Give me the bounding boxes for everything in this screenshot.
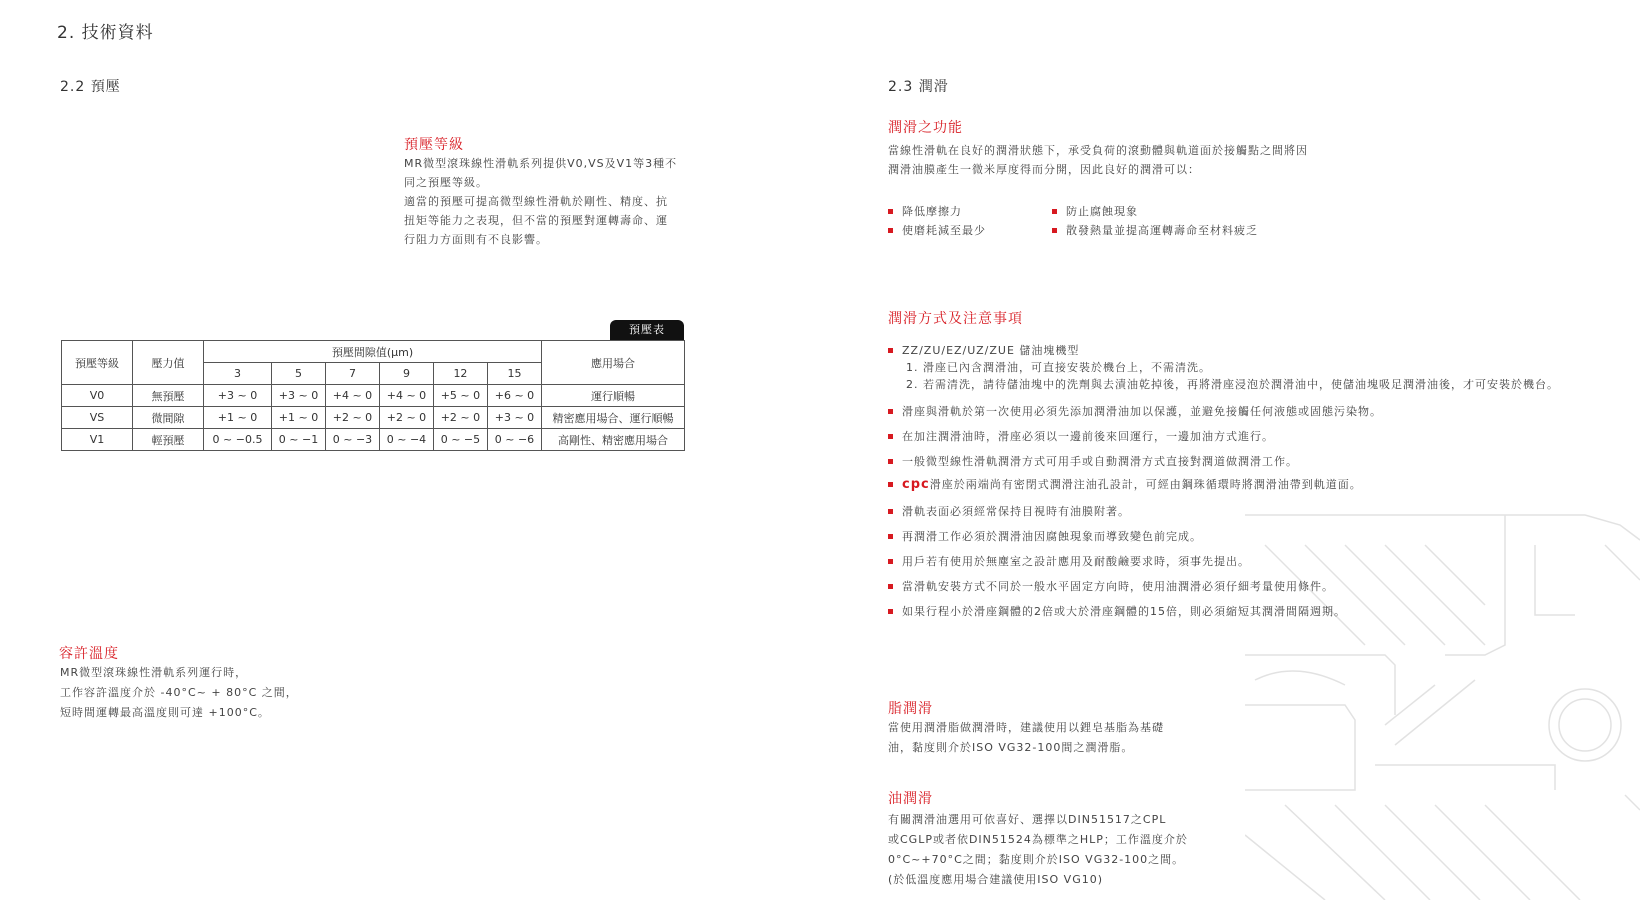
cell-value: 0 ~ −6 (487, 429, 541, 451)
cell-application: 高剛性、精密應用場合 (542, 429, 685, 451)
text-line: 同之預壓等級。 (404, 176, 488, 189)
text-line: 或CGLP或者依DIN51524為標準之HLP；工作溫度介於 (888, 833, 1188, 846)
text-line: 當使用潤滑脂做潤滑時，建議使用以鋰皂基脂為基礎 (888, 721, 1164, 734)
bullet-text: 再潤滑工作必須於潤滑油因腐蝕現象而導致變色前完成。 (902, 530, 1202, 543)
red-square-icon (888, 459, 893, 464)
cell-grade: V0 (62, 385, 133, 407)
bullet-text: 滑軌表面必須經常保持目視時有油膜附著。 (902, 505, 1130, 518)
text-line: MR微型滾珠線性滑軌系列運行時， (60, 666, 248, 679)
function-bullet (888, 222, 986, 238)
method-bullet (888, 503, 1130, 519)
text-line: 行阻力方面則有不良影響。 (404, 233, 548, 246)
size-header: 5 (272, 363, 326, 385)
function-heading: 潤滑之功能 (888, 120, 963, 136)
preload-table (61, 340, 685, 451)
bullet-text: 如果行程小於滑座鋼體的2倍或大於滑座鋼體的15倍，則必須縮短其潤滑間隔週期。 (902, 605, 1346, 618)
function-bullet (1052, 222, 1258, 238)
bullet-text: 用戶若有使用於無塵室之設計應用及耐酸鹼要求時，須事先提出。 (902, 555, 1250, 568)
method-subline: 1. 滑座已內含潤滑油，可直接安裝於機台上，不需清洗。 (906, 361, 1211, 374)
text-line: 適當的預壓可提高微型線性滑軌於剛性、精度、抗 (404, 195, 668, 208)
cell-value: 0 ~ −0.5 (204, 429, 272, 451)
red-square-icon (888, 609, 893, 614)
table-row (62, 407, 685, 429)
method-subline: 2. 若需清洗，請待儲油塊中的洗劑與去漬油乾掉後，再將滑座浸泡於潤滑油中，使儲油塊吸足潤滑油後，才可安裝於機台。 (906, 378, 1559, 391)
bullet-text: 散發熱量並提高運轉壽命至材料疲乏 (1066, 224, 1258, 237)
cell-value: 0 ~ −5 (433, 429, 487, 451)
rail-cross-section-drawing (1245, 505, 1640, 900)
size-header: 7 (325, 363, 379, 385)
bullet-text: 滑座與滑軌於第一次使用必須先添加潤滑油加以保護，並避免接觸任何液態或固態污染物。 (902, 405, 1382, 418)
text-line: 短時間運轉最高溫度則可達 +100°C。 (60, 706, 270, 719)
text-line: MR微型滾珠線性滑軌系列提供V0,VS及V1等3種不 (404, 157, 678, 170)
size-header: 12 (433, 363, 487, 385)
header-application: 應用場合 (542, 341, 685, 385)
table-row (62, 429, 685, 451)
text-line: 潤滑油膜產生一微米厚度得而分開，因此良好的潤滑可以： (888, 163, 1200, 176)
cell-grade: V1 (62, 429, 133, 451)
bullet-text: 使磨耗減至最少 (902, 224, 986, 237)
preload-grade-text (404, 154, 694, 249)
red-square-icon (888, 559, 893, 564)
cell-force: 微間隙 (133, 407, 204, 429)
method-bullet (888, 403, 1382, 419)
cell-value: +2 ~ 0 (325, 407, 379, 429)
method-bullet (888, 342, 1079, 358)
header-grade: 預壓等級 (62, 341, 133, 385)
bullet-text: 一般微型線性滑軌潤滑方式可用手或自動潤滑方式直接對潤道做潤滑工作。 (902, 455, 1298, 468)
text-line: (於低溫度應用場合建議使用ISO VG10) (888, 873, 1104, 886)
method-bullet (888, 603, 1346, 619)
method-bullet (888, 428, 1274, 444)
bullet-text: 防止腐蝕現象 (1066, 205, 1138, 218)
method-bullet (888, 453, 1298, 469)
cell-value: +2 ~ 0 (433, 407, 487, 429)
function-text (888, 141, 1408, 179)
cell-value: +5 ~ 0 (433, 385, 487, 407)
method-bullet (888, 578, 1334, 594)
cpc-logo: cpc (902, 477, 930, 492)
method-bullet (888, 528, 1202, 544)
text-line: 油，黏度則介於ISO VG32-100間之潤滑脂。 (888, 741, 1134, 754)
cell-value: +1 ~ 0 (272, 407, 326, 429)
cell-application: 運行順暢 (542, 385, 685, 407)
text-line: 0°C~+70°C之間；黏度則介於ISO VG32-100之間。 (888, 853, 1185, 866)
red-square-icon (888, 534, 893, 539)
cell-value: +1 ~ 0 (204, 407, 272, 429)
page-title: 2. 技術資料 (57, 23, 154, 43)
preload-grade-heading: 預壓等級 (404, 137, 464, 153)
red-square-icon (888, 228, 893, 233)
oil-heading: 油潤滑 (888, 791, 933, 807)
size-header: 9 (379, 363, 433, 385)
cell-value: +3 ~ 0 (272, 385, 326, 407)
section-title-preload: 2.2 預壓 (60, 79, 121, 95)
red-square-icon (888, 482, 893, 487)
cell-value: +2 ~ 0 (379, 407, 433, 429)
function-bullet (1052, 203, 1138, 219)
cell-value: 0 ~ −4 (379, 429, 433, 451)
red-square-icon (888, 209, 893, 214)
red-square-icon (888, 409, 893, 414)
red-square-icon (888, 509, 893, 514)
cell-value: +3 ~ 0 (487, 407, 541, 429)
size-header: 15 (487, 363, 541, 385)
bullet-text: 降低摩擦力 (902, 205, 962, 218)
size-header: 3 (204, 363, 272, 385)
cell-value: 0 ~ −3 (325, 429, 379, 451)
text-line: 工作容許溫度介於 -40°C~ + 80°C 之間， (60, 686, 298, 699)
method-bullet (888, 553, 1250, 569)
bullet-text: 在加注潤滑油時，滑座必須以一邊前後來回運行，一邊加油方式進行。 (902, 430, 1274, 443)
temperature-text (60, 663, 320, 723)
temperature-heading: 容許溫度 (59, 646, 119, 662)
oil-text (888, 810, 1208, 890)
red-square-icon (888, 348, 893, 353)
bullet-text: 滑座於兩端尚有密閉式潤滑注油孔設計，可經由鋼珠循環時將潤滑油帶到軌道面。 (929, 478, 1362, 491)
preload-table-tag: 預壓表 (610, 320, 684, 340)
function-bullet (888, 203, 962, 219)
bullet-text: ZZ/ZU/EZ/UZ/ZUE 儲油塊機型 (902, 344, 1080, 357)
table-row (62, 385, 685, 407)
cell-value: 0 ~ −1 (272, 429, 326, 451)
method-bullet (888, 476, 1362, 492)
text-line: 有關潤滑油選用可依喜好、選擇以DIN51517之CPL (888, 813, 1167, 826)
text-line: 當線性滑軌在良好的潤滑狀態下，承受負荷的滾動體與軌道面於接觸點之間將因 (888, 144, 1308, 157)
cell-grade: VS (62, 407, 133, 429)
section-title-lubrication: 2.3 潤滑 (888, 79, 949, 95)
grease-text (888, 718, 1208, 758)
red-square-icon (1052, 228, 1057, 233)
cell-value: +6 ~ 0 (487, 385, 541, 407)
bullet-text: 當滑軌安裝方式不同於一般水平固定方向時，使用油潤滑必須仔細考量使用條件。 (902, 580, 1334, 593)
text-line: 扭矩等能力之表現，但不當的預壓對運轉壽命、運 (404, 214, 668, 227)
cell-application: 精密應用場合、運行順暢 (542, 407, 685, 429)
red-square-icon (888, 584, 893, 589)
cell-force: 輕預壓 (133, 429, 204, 451)
red-square-icon (1052, 209, 1057, 214)
cell-value: +4 ~ 0 (325, 385, 379, 407)
cell-value: +3 ~ 0 (204, 385, 272, 407)
grease-heading: 脂潤滑 (888, 701, 933, 717)
header-gap: 預壓間隙值(μm) (204, 341, 542, 363)
cell-force: 無預壓 (133, 385, 204, 407)
red-square-icon (888, 434, 893, 439)
method-heading: 潤滑方式及注意事項 (888, 311, 1023, 327)
header-force: 壓力值 (133, 341, 204, 385)
cell-value: +4 ~ 0 (379, 385, 433, 407)
